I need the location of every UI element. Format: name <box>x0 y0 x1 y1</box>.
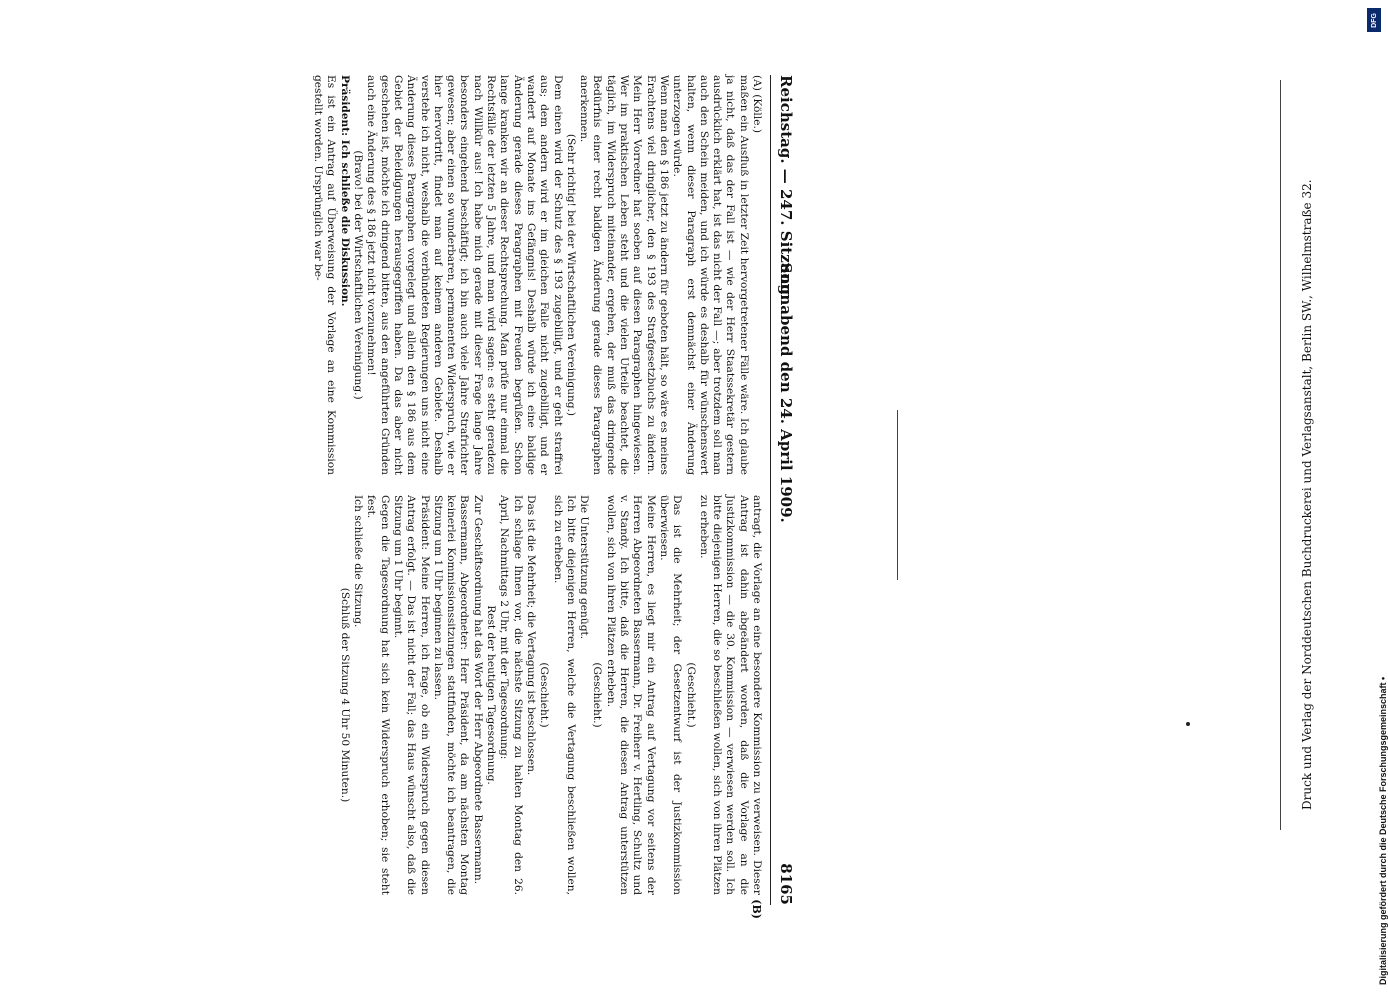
column-marker-a: (A) <box>751 75 763 91</box>
column-a <box>311 75 763 475</box>
paragraph: Präsident: Meine Herren, ich frage, ob ein Widerspruch gegen diesen Antrag erfolgt. — Das ist nicht der Fall; das Haus wünscht also, daß die Sitzung um 1 Uhr beginnt. <box>391 495 431 895</box>
paragraph: Bassermann, Abgeordneter: Herr Präsident, da am nächsten Montag keinerlei Kommissionssitzungen stattfinden, möchte ich beantragen, die Sitzung um 1 Uhr beginnen zu lassen. <box>431 495 471 895</box>
paragraph: Ich bitte diejenigen Herren, welche die Vertagung beschließen wollen, sich zu erheben. <box>551 495 577 895</box>
speaker-note: (A) (Kölle.) <box>751 75 763 133</box>
paragraph: Die Unterstützung genügt. <box>578 495 591 640</box>
column-b <box>338 495 764 919</box>
paragraph: Das ist die Mehrheit; die Vertagung ist beschlossen. <box>524 495 537 776</box>
paragraph: Wenn man den § 186 jetzt zu ändern für geboten hält, so wäre es meines Erachtens viel dringlicher, den § 193 des Strafgesetzbuchs zu ändern. Mein Herr Vorredner hat soeben auf diesen Paragraphen hingewiesen. Wer im praktischen Leben steht und die vielen Urteile beachtet, die täglich, im Widerspruch miteinander, ergehen, der muß das dringende Bedürfnis einer recht baldigen Änderung gerade dieses Paragraphen anerkennen. <box>578 75 670 475</box>
header-date: Sonnabend den 24. April 1909. <box>777 262 795 523</box>
closing-note: (Schluß der Sitzung 4 Uhr 50 Minuten.) <box>338 587 351 803</box>
interjection: (Geschieht.) <box>684 662 697 728</box>
paragraph: Präsident: Ich schließe die Diskussion. <box>338 75 351 307</box>
page-header <box>773 75 795 905</box>
interjection: (Bravo! bei der Wirtschaftlichen Vereinigung.) <box>352 150 365 400</box>
paragraph: maßen ein Ausfluß in letzter Zeit hervorgetretener Fälle wäre. Ich glaube ja nicht, daß das der Fall ist — wie der Herr Staatssekretär gestern ausdrücklich erklärt hat, ist das nicht der Fall —; aber trotzdem soll man auch den Schein meiden, und ich würde es deshalb für wünschenswert halten, wenn dieser Paragraph erst demnächst einer Änderung unterzogen würde. <box>671 75 750 475</box>
page-number: 8165 <box>777 863 795 905</box>
paragraph: Dem einen wird der Schutz des § 193 zugebilligt, und er geht straffrei aus; dem andern wird er im gleichen Falle nicht zugebilligt, und er wandert auf Monate ins Gefängnis! Deshalb würde ich eine baldige Änderung gerade dieses Paragraphen mit Freuden begrüßen. Schon lange kranken wir an dieser Rechtsprechung. Man prüfe nur einmal die Rechtsfälle der letzten 5 Jahre, und man wird sagen: es steht geradezu nach Willkür aus! Ich habe mich gerade mit dieser Frage lange Jahre besonders eingehend beschäftigt; ich bin auch viele Jahre Strafrichter gewesen; aber einen so wunderbaren, permanenten Widerspruch, wie er hier hervortritt, findet man auf keinem anderen Gebiete. Deshalb verstehe ich nicht, weshalb die verbündeten Regierungen uns nicht eine Änderung dieses Paragraphen vorgelegt und allein den § 186 aus dem Gebiet der Beleidigungen herausgegriffen haben. Da das aber nicht geschehen ist, möchte ich dringend bitten, aus den angeführten Gründen auch eine Änderung des § 186 jetzt nicht vorzunehmen! <box>365 75 564 475</box>
rotated-page <box>75 75 795 919</box>
header-right <box>777 263 795 905</box>
paragraph: Zur Geschäftsordnung hat das Wort der Herr Abgeordnete Bassermann. <box>471 495 484 885</box>
paragraph: Es ist ein Antrag auf Überweisung der Vorlage an eine Kommission gestellt worden. Ursprünglich war be- <box>312 75 338 475</box>
dfg-logo: DFG <box>1367 8 1381 32</box>
header-rule <box>770 75 771 905</box>
paragraph: Meine Herren, es liegt mir ein Antrag auf Vertagung vor seitens der Herren Abgeordneten Bassermann, Dr. Freiherr v. Hertling, Schultz und v. Standy. Ich bitte, daß die Herren, die diesen Antrag unterstützen wollen, sich von ihren Plätzen erheben. <box>604 495 657 895</box>
print-speck <box>1186 722 1190 726</box>
interjection: (Sehr richtig! bei der Wirtschaftlichen Vereinigung.) <box>564 133 577 417</box>
column-marker-b: (B) <box>750 899 763 919</box>
paragraph: Das ist die Mehrheit; der Gesetzentwurf ist der Justizkommission überwiesen. <box>657 495 684 895</box>
digitization-note: Digitalisierung gefördert durch die Deutsche Forschungsgemeinschaft • <box>1378 676 1388 985</box>
paragraph: antragt, die Vorlage an eine besondere Kommission zu verweisen. Dieser Antrag ist dahin abgeändert worden, daß die Vorlage an die Justizkommission — die 30. Kommission — verwiesen werden soll. Ich bitte diejenigen Herren, die so beschließen wollen, sich von ihren Plätzen zu erheben. <box>697 495 763 895</box>
center-divider <box>897 410 898 580</box>
paragraph: Ich schließe die Sitzung. <box>352 495 365 628</box>
paragraph: Gegen die Tagesordnung hat sich kein Widerspruch erhoben; sie steht fest. <box>365 495 391 895</box>
imprint-text: Druck und Verlag der Norddeutschen Buchdruckerei und Verlagsanstalt, Berlin SW., Wilhelmstraße 32. <box>1300 179 1314 810</box>
interjection: (Geschieht.) <box>591 662 604 728</box>
paragraph: Ich schlage Ihnen vor, die nächste Sitzung zu halten Montag den 26. April, Nachmittags 2 Uhr, mit der Tagesordnung: <box>498 495 524 895</box>
header-left: Reichstag. — 247. Sitzung. <box>777 75 795 301</box>
interjection: (Geschieht.) <box>538 662 551 728</box>
imprint-rule <box>1280 80 1281 830</box>
agenda-item: Rest der heutigen Tagesordnung. <box>485 605 498 785</box>
